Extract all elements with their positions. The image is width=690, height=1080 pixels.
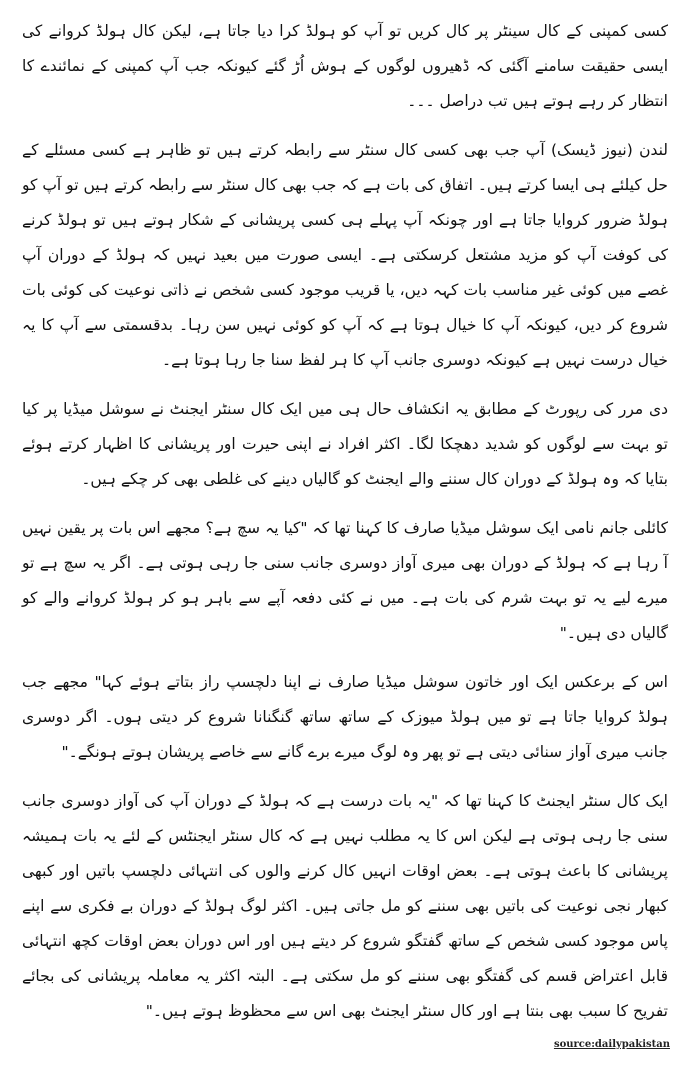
paragraph-london: لندن (نیوز ڈیسک) آپ جب بھی کسی کال سنٹر سے رابطہ کرتے ہیں تو ظاہر ہے کسی مسئلے کے حل کیلئے ہی ایسا کرتے ہیں۔ اتفاق کی بات ہے کہ جب بھی کال سنٹر سے رابطہ کرتے ہیں تو آپ کو ہولڈ ضرور کروایا جاتا ہے اور چونکہ آپ پہلے ہی کسی پریشانی کے شکار ہوتے ہیں تو ہولڈ کرنے کی کوفت آپ کو مزید مشتعل کرسکتی ہے۔ ایسی صورت میں بعید نہیں کہ ہولڈ کے دوران آپ غصے میں کوئی غیر مناسب بات کہہ دیں، یا قریب موجود کسی شخص نے ذاتی نوعیت کی کوئی بات شروع کر دیں، کیونکہ آپ کا خیال ہوتا ہے کہ آپ کو کوئی نہیں سن رہا۔ بدقسمتی سے آپ کا یہ خیال درست نہیں ہے کیونکہ دوسری جانب آپ کا ہر لفظ سنا جا رہا ہوتا ہے۔ xyxy=(22,141,668,369)
article-body xyxy=(22,14,668,1029)
paragraph-kylie-quote: کائلی جانم نامی ایک سوشل میڈیا صارف کا کہنا تھا کہ "کیا یہ سچ ہے؟ مجھے اس بات پر یقین نہیں آ رہا ہے کہ ہولڈ کے دوران بھی میری آواز دوسری جانب سنی جا رہی ہوتی ہے۔ اگر یہ سچ ہے تو میرے لیے یہ تو بہت شرم کی بات ہے۔ میں نے کئی دفعہ آپے سے باہر ہو کر ہولڈ کروانے والے کو گالیاں دی ہیں۔" xyxy=(22,519,668,642)
source-credit: source:dailypakistan xyxy=(553,1039,670,1050)
paragraph-agent-quote: ایک کال سنٹر ایجنٹ کا کہنا تھا کہ "یہ بات درست ہے کہ ہولڈ کے دوران آپ کی آواز دوسری جانب سنی جا رہی ہوتی ہے لیکن اس کا یہ مطلب نہیں ہے کہ کال سنٹر ایجنٹس کے لئے یہ بات ہمیشہ پریشانی کا باعث ہوتی ہے۔ بعض اوقات انہیں کال کرنے والوں کی انتہائی دلچسپ باتیں اور کبھی کبھار نجی نوعیت کی باتیں بھی سننے کو مل جاتی ہیں۔ اکثر لوگ ہولڈ کے دوران بے فکری سے اپنے پاس موجود کسی شخص کے ساتھ گفتگو شروع کر دیتے ہیں اور اس دوران بعض اوقات کچھ انتہائی قابل اعتراض قسم کی گفتگو بھی سننے کو مل سکتی ہے۔ البتہ اکثر یہ معاملہ پریشانی کی بجائے تفریح کا سبب بھی بنتا ہے اور کال سنٹر ایجنٹ بھی اس سے محظوظ ہوتے ہیں۔" xyxy=(22,792,668,1020)
paragraph-mirror-report: دی مرر کی رپورٹ کے مطابق یہ انکشاف حال ہی میں ایک کال سنٹر ایجنٹ نے سوشل میڈیا پر کیا تو بہت سے لوگوں کو شدید دھچکا لگا۔ اکثر افراد نے اپنی حیرت اور پریشانی کا اظہار کرتے ہوئے بتایا کہ وہ ہولڈ کے دوران کال سننے والے ایجنٹ کو گالیاں دینے کی غلطی بھی کر چکے ہیں۔ xyxy=(22,400,668,488)
paragraph-woman-quote: اس کے برعکس ایک اور خاتون سوشل میڈیا صارف نے اپنا دلچسپ راز بتاتے ہوئے کہا" مجھے جب ہولڈ کروایا جاتا ہے تو میں ہولڈ میوزک کے ساتھ ساتھ گنگنانا شروع کر دیتی ہوں۔ اگر دوسری جانب میری آواز سنائی دیتی ہے تو پھر وہ لوگ میرے برے گانے سے خاصے پریشان ہوتے ہونگے۔" xyxy=(22,673,668,761)
paragraph-intro: کسی کمپنی کے کال سینٹر پر کال کریں تو آپ کو ہولڈ کرا دیا جاتا ہے، لیکن کال ہولڈ کروانے کی ایسی حقیقت سامنے آگئی کہ ڈھیروں لوگوں کے ہوش اُڑ گئے کیونکہ جب آپ کمپنی کے نمائندے کا انتظار کر رہے ہوتے ہیں تب دراصل ۔۔۔ xyxy=(22,22,668,110)
